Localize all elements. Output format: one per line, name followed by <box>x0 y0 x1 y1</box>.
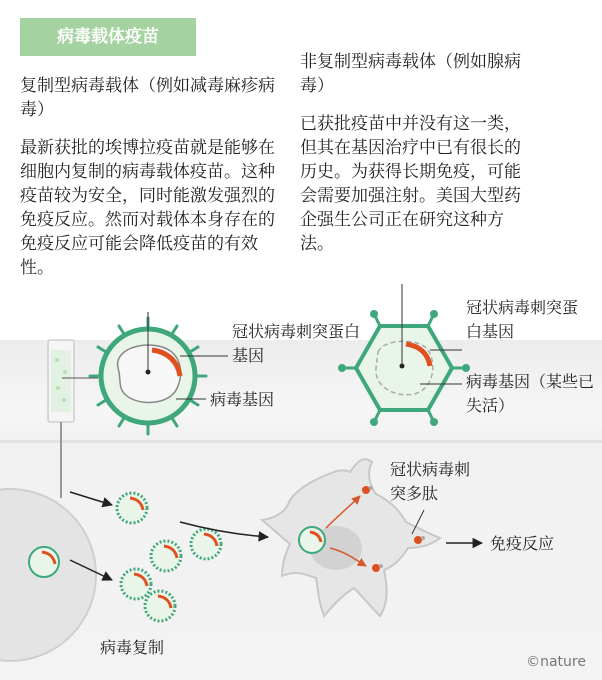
replicated-virus-icons <box>117 493 221 621</box>
right-body: 已获批疫苗中并没有这一类，但其在基因治疗中已有很长的历史。为获得长期免疫，可能会需要加强注射。美国大型药企强生公司正在研究这种方法。 <box>300 114 521 254</box>
label-spike-peptide: 冠状病毒刺突多肽 <box>390 460 471 503</box>
left-heading: 复制型病毒载体（例如减毒麻疹病毒） <box>20 76 275 120</box>
right-heading: 非复制型病毒载体（例如腺病毒） <box>300 52 521 96</box>
syringe-icon <box>48 340 98 498</box>
host-cell-virus-icon <box>29 547 59 577</box>
arrow-to-virus <box>70 492 112 505</box>
label-viral-genome: 病毒基因 <box>210 390 275 409</box>
label-viral-genome-partial: 病毒基因（某些已失活） <box>466 372 595 415</box>
left-body: 最新获批的埃博拉疫苗就是能够在细胞内复制的病毒载体疫苗。这种疫苗较为安全，同时能激发强烈的免疫反应。然而对载体本身存在的免疫反应可能会降低疫苗的有效性。 <box>20 138 275 278</box>
label-replication: 病毒复制 <box>100 638 165 657</box>
label-spike-gene-left: 冠状病毒刺突蛋白基因 <box>232 322 361 365</box>
title-banner: 病毒载体疫苗 <box>20 18 196 56</box>
replicating-virus-icon <box>90 312 206 434</box>
nature-credit: ©nature <box>526 654 586 670</box>
label-immune-response: 免疫反应 <box>490 534 555 553</box>
label-spike-gene-right: 冠状病毒刺突蛋白基因 <box>466 298 579 341</box>
